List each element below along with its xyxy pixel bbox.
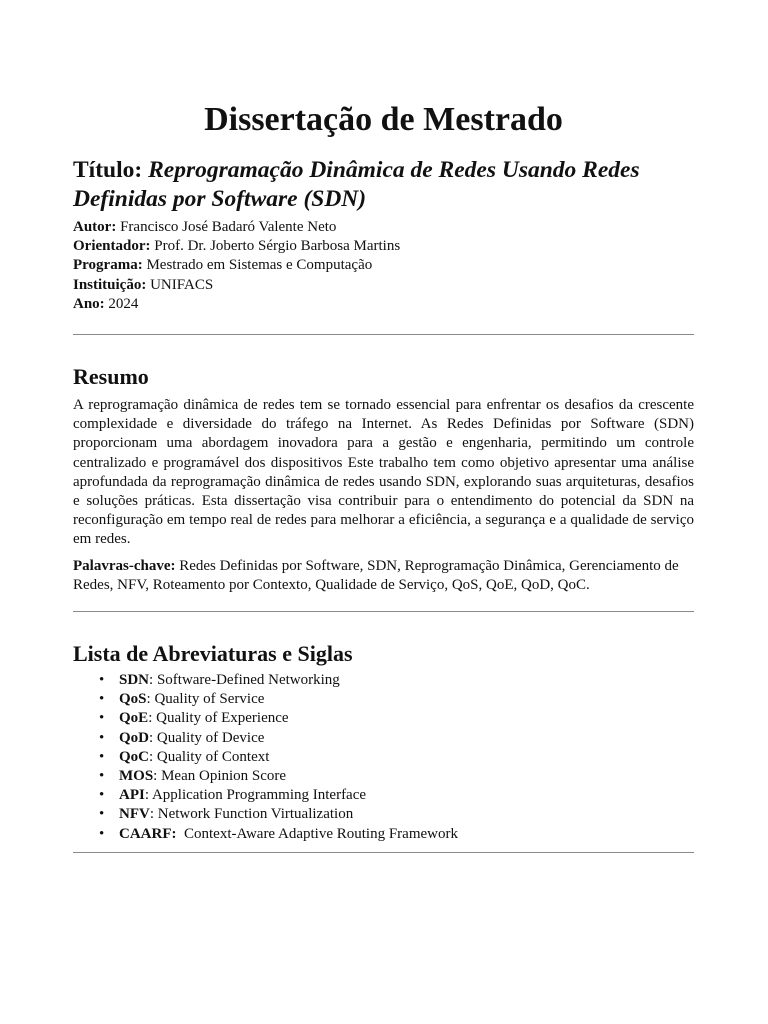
abbr-meaning: Software-Defined Networking	[156, 672, 340, 689]
meta-advisor-label: Orientador:	[73, 238, 151, 255]
bullet-icon: •	[99, 768, 105, 785]
abbr-term: MOS	[119, 768, 154, 785]
abbr-separator	[177, 826, 185, 842]
abbr-term: QoE	[119, 710, 149, 727]
list-item	[99, 805, 694, 824]
abbr-separator: :	[144, 787, 152, 804]
bullet-icon: •	[99, 748, 105, 765]
abbr-separator: :	[146, 691, 155, 708]
meta-institution-value: UNIFACS	[150, 276, 214, 293]
list-item	[99, 671, 694, 690]
abbr-term: SDN	[119, 672, 150, 689]
bullet-icon: •	[99, 787, 105, 804]
section-divider	[73, 611, 694, 612]
abbr-term: API	[119, 787, 145, 804]
abbr-separator: :	[149, 672, 157, 689]
metadata-block	[73, 218, 694, 314]
keywords-label: Palavras-chave:	[73, 557, 176, 574]
list-item	[99, 729, 694, 748]
bullet-icon: •	[99, 729, 105, 746]
abbr-separator: :	[149, 806, 158, 823]
abbr-meaning: Quality of Context	[156, 748, 270, 765]
abbr-meaning: Quality of Service	[154, 691, 265, 708]
meta-program-label: Programa:	[73, 257, 143, 274]
abbr-term: CAARF:	[119, 825, 177, 842]
resumo-heading: Resumo	[73, 364, 149, 390]
abbr-term: NFV	[119, 806, 150, 823]
bullet-icon: •	[99, 691, 105, 708]
abbr-term: QoS	[119, 691, 147, 708]
abbr-meaning: Mean Opinion Score	[161, 768, 287, 785]
list-item	[99, 786, 694, 805]
abbr-separator: :	[153, 768, 162, 785]
meta-institution	[73, 276, 694, 295]
abbr-term: QoD	[119, 729, 149, 746]
bullet-icon: •	[99, 806, 105, 823]
meta-advisor-value: Prof. Dr. Joberto Sérgio Barbosa Martins	[154, 238, 401, 255]
abbr-separator: :	[149, 748, 157, 765]
abbr-meaning: Quality of Experience	[156, 710, 289, 727]
keywords	[73, 557, 694, 595]
meta-author-label: Autor:	[73, 219, 117, 235]
list-item	[99, 767, 694, 786]
list-item	[99, 748, 694, 767]
meta-advisor	[73, 237, 694, 256]
meta-program-value: Mestrado em Sistemas e Computação	[146, 257, 373, 274]
section-divider	[73, 852, 694, 853]
document-page	[73, 96, 694, 853]
meta-year-label: Ano:	[73, 295, 105, 312]
abbr-meaning: Application Programming Interface	[151, 787, 367, 804]
abbr-separator: :	[149, 729, 157, 746]
abbr-meaning: Context-Aware Adaptive Routing Framework	[184, 825, 458, 842]
abbr-term: QoC	[119, 748, 149, 765]
document-heading: Dissertação de Mestrado	[204, 101, 563, 138]
abbreviations-heading: Lista de Abreviaturas e Siglas	[73, 641, 353, 667]
bullet-icon: •	[99, 672, 105, 689]
thesis-title	[73, 156, 694, 214]
abbr-meaning: Network Function Virtualization	[157, 806, 354, 823]
meta-institution-label: Instituição:	[73, 276, 147, 293]
meta-program	[73, 256, 694, 275]
abbr-meaning: Quality of Device	[156, 729, 265, 746]
thesis-title-value: Reprogramação Dinâmica de Redes Usando Redes Definidas por Software (SDN)	[73, 157, 640, 212]
keywords-value: Redes Definidas por Software, SDN, Reprogramação Dinâmica, Gerenciamento de Redes, NFV, Roteamento por Contexto, Qualidade de Serviço, QoS, QoE, QoD, QoC.	[73, 557, 679, 593]
abbreviations-list	[73, 671, 694, 844]
bullet-icon: •	[99, 710, 105, 727]
section-divider	[73, 334, 694, 335]
bullet-icon: •	[99, 825, 105, 842]
list-item	[99, 709, 694, 728]
meta-year-value: 2024	[108, 295, 139, 312]
list-item	[99, 690, 694, 709]
resumo-body: A reprogramação dinâmica de redes tem se tornado essencial para enfrentar os desafios da crescente complexidade e diversidade do tráfego na Internet. As Redes Definidas por Software (SDN) proporcionam uma abordagem inovadora para a gestão e engenharia, permitindo um controle centralizado e programável dos dispositivos Este trabalho tem como objetivo apresentar uma análise aprofundada da reprogramação dinâmica de redes usando SDN, explorando suas arquiteturas, desafios e soluções práticas. Esta dissertação visa contribuir para o entendimento do potencial da SDN na reconfiguração em tempo real de redes para melhorar a eficiência, a segurança e a qualidade de serviço em redes.	[73, 397, 694, 548]
meta-year	[73, 295, 694, 314]
meta-author	[73, 218, 694, 237]
list-item	[99, 825, 694, 844]
abbr-separator: :	[148, 710, 157, 727]
thesis-title-label: Título:	[73, 157, 143, 183]
meta-author-value: Francisco José Badaró Valente Neto	[120, 219, 337, 235]
